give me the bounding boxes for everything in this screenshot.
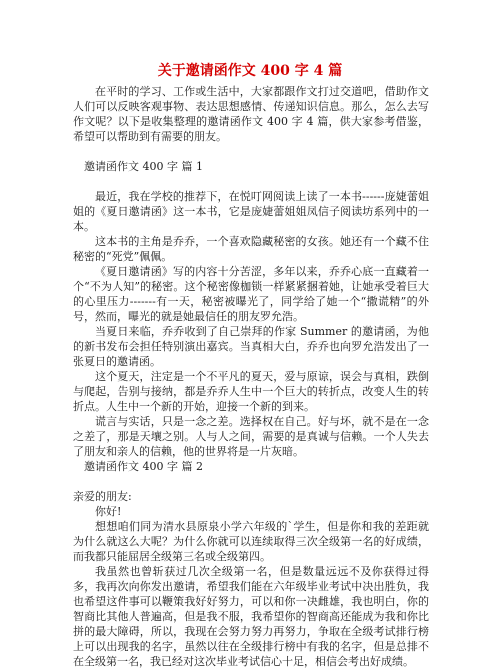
greeting: 你好! xyxy=(95,505,122,518)
section-1-paragraph: 这个夏天，注定是一个不平凡的夏天，爱与原谅，误会与真相，跌倒与爬起，告别与接纳，都是乔乔人生中一个巨大的转折点，改变人生的转折点。人生中一个新的开始，迎接一个新的到来。 xyxy=(73,370,429,413)
document-title: 关于邀请函作文 400 字 4 篇 xyxy=(157,63,343,79)
intro-paragraph: 在平时的学习、工作或生活中，大家都跟作文打过交道吧，借助作文人们可以反映客观事物、表达思想感情、传递知识信息。那么，怎么去写作文呢？以下是收集整理的邀请函作文 400 字 4 篇，供大家参考借鉴，希望可以帮助到有需要的朋友。 xyxy=(73,85,429,143)
section-2-paragraph: 想想咱们同为清水县原泉小学六年级的`学生，但是你和我的差距就为什么就这么大呢？为什么你就可以连续取得三次全级第一名的好成绩，而我都只能屈居全级第三名或全级第四。 xyxy=(73,520,429,563)
spacer xyxy=(73,174,429,189)
spacer xyxy=(73,474,429,489)
section-1-paragraph: 谎言与实话，只是一念之差。选择权在自己。好与坏，就不是在一念之差了，那是天壤之别。人与人之间，需要的是真诚与信赖。一个人失去了朋友和亲人的信赖，他的世界将是一片灰暗。 xyxy=(73,415,429,458)
salutation: 亲爱的朋友: xyxy=(73,490,132,503)
section-1-paragraph: 《夏日邀请函》写的内容十分苦涩，多年以来，乔乔心底一直藏着一个“不为人知”的秘密。这个秘密像枷锁一样紧紧捆着她，让她承受着巨大的心里压力-------有一天，秘密被曝光了，同学给了她一个“撒谎精”的外号，然而，曝光的就是她最信任的朋友罗允浩。 xyxy=(73,265,429,323)
section-2-heading: 邀请函作文 400 字 篇 2 xyxy=(84,460,203,473)
section-1-paragraph: 这本书的主角是乔乔，一个喜欢隐藏秘密的女孩。她还有一个藏不住秘密的“死党”佩佩。 xyxy=(73,235,429,263)
section-1-paragraph: 当夏日来临，乔乔收到了自己崇拜的作家 Summer 的邀请函，为他的新书发布会担任特别演出嘉宾。当真相大白，乔乔也向罗允浩发出了一张夏日的邀请函。 xyxy=(73,325,429,368)
spacer xyxy=(73,144,429,159)
section-1-paragraph: 最近，我在学校的推荐下，在悦叮网阅读上读了一本书------庞婕蕾姐姐的《夏日邀请函》这一本书，它是庞婕蕾姐姐凤信子阅读坊系列中的一本。 xyxy=(73,190,429,233)
document-body xyxy=(73,84,429,669)
section-2-paragraph: 我虽然也曾斩获过几次全级第一名，但是数量远远不及你获得过得多，我再次向你发出邀请，希望我们能在六年级毕业考试中决出胜负，我也希望这件事可以鞭策我好好努力，可以和你一决雌雄，我也明白，你的智商比其他人普遍高，但是我不服，我希望你的智商高还能成为我和你比拼的最大障碍，所以，我现在会努力努力再努力，争取在全级考试排行榜上可以出现我的名字，虽然以往在全级排行榜中有我的名字，但是总排不在全级第一名，我已经对这次毕业考试信心十足，相信会考出好成绩。 xyxy=(73,565,429,668)
section-1-heading: 邀请函作文 400 字 篇 1 xyxy=(84,160,203,173)
